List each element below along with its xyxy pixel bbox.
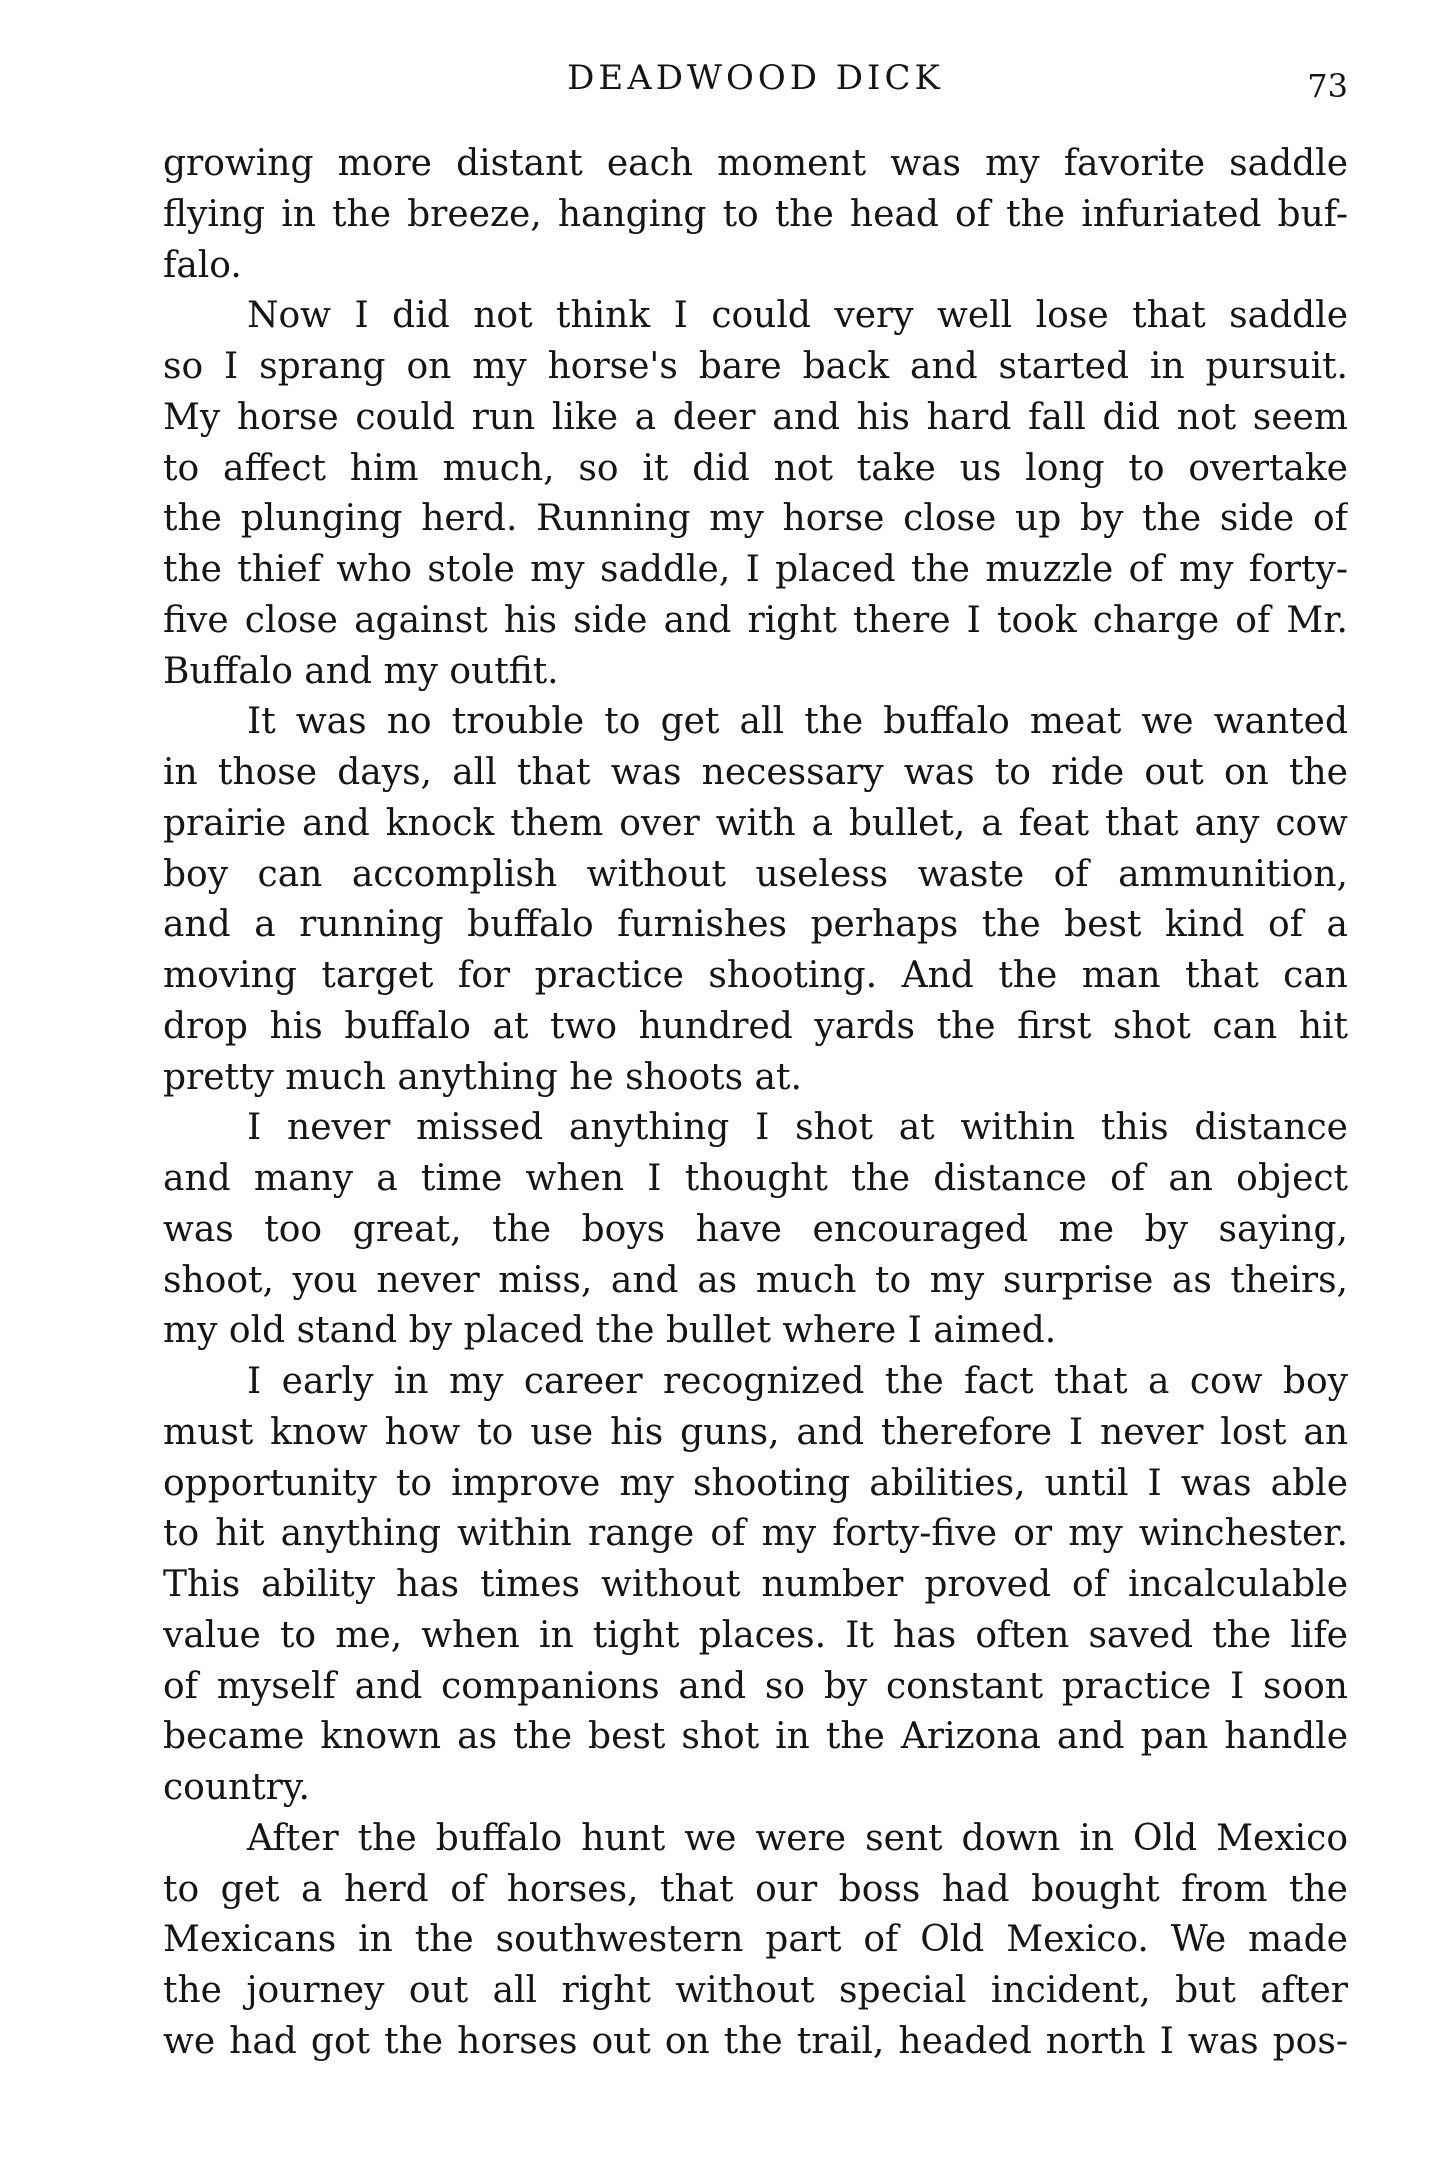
text-line: My horse could run like a deer and his hard fall did not seem <box>163 396 1348 438</box>
text-line: to get a herd of horses, that our boss had bought from the <box>163 1868 1348 1910</box>
text-line: growing more distant each moment was my favorite saddle <box>163 143 1348 184</box>
running-title: DEADWOOD DICK <box>567 58 944 98</box>
page-number: 73 <box>1307 67 1348 105</box>
text-line: pretty much anything he shoots at. <box>163 1056 802 1098</box>
text-line: Mexicans in the southwestern part of Old Mexico. We made <box>163 1919 1348 1961</box>
text-line: in those days, all that was necessary was to ride out on the <box>163 752 1348 793</box>
text-line: was too great, the boys have encouraged me by saying, <box>163 1208 1348 1250</box>
text-line: Now I did not think I could very well lose that saddle <box>247 295 1348 337</box>
text-line: I early in my career recognized the fact that a cow boy <box>247 1361 1348 1402</box>
text-line: to affect him much, so it did not take us long to overtake <box>163 447 1348 489</box>
text-line: boy can accomplish without useless waste of ammunition, <box>163 853 1348 895</box>
text-line: shoot, you never miss, and as much to my surprise as theirs, <box>163 1259 1348 1301</box>
text-line: must know how to use his guns, and therefore I never lost an <box>163 1411 1348 1453</box>
text-line: so I sprang on my horse's bare back and started in pursuit. <box>163 346 1348 387</box>
text-line: Buffalo and my outfit. <box>163 650 559 692</box>
text-line: became known as the best shot in the Arizona and pan handle <box>163 1716 1348 1758</box>
body-text <box>163 139 1348 2068</box>
text-line: falo. <box>163 244 242 286</box>
text-line: and many a time when I thought the distance of an object <box>163 1158 1348 1199</box>
text-line: five close against his side and right there I took charge of Mr. <box>163 599 1348 641</box>
text-line: value to me, when in tight places. It has often saved the life <box>163 1614 1348 1656</box>
text-line: It was no trouble to get all the buffalo meat we wanted <box>247 701 1348 743</box>
text-line: I never missed anything I shot at within this distance <box>247 1107 1348 1149</box>
text-line: flying in the breeze, hanging to the head of the infuriated buf- <box>163 193 1348 235</box>
text-line: drop his buffalo at two hundred yards the first shot can hit <box>163 1005 1348 1047</box>
text-line: of myself and companions and so by constant practice I soon <box>163 1665 1348 1707</box>
text-line: prairie and knock them over with a bullet, a feat that any cow <box>163 802 1348 844</box>
text-line: the journey out all right without special incident, but after <box>163 1970 1348 2011</box>
text-line: After the buffalo hunt we were sent down in Old Mexico <box>247 1817 1348 1859</box>
text-line: moving target for practice shooting. And the man that can <box>163 955 1348 996</box>
text-line: the plunging herd. Running my horse close up by the side of <box>163 498 1348 540</box>
text-line: to hit anything within range of my forty-five or my winchester. <box>163 1513 1348 1555</box>
text-line: and a running buffalo furnishes perhaps the best kind of a <box>163 904 1348 946</box>
text-line: This ability has times without number proved of incalculable <box>163 1564 1348 1605</box>
text-line: the thief who stole my saddle, I placed the muzzle of my forty- <box>163 549 1348 590</box>
text-line: country. <box>163 1767 310 1808</box>
running-head <box>163 48 1348 108</box>
text-line: opportunity to improve my shooting abilities, until I was able <box>163 1462 1348 1504</box>
text-line: we had got the horses out on the trail, headed north I was pos- <box>163 2020 1348 2062</box>
text-line: my old stand by placed the bullet where I aimed. <box>163 1310 1057 1352</box>
